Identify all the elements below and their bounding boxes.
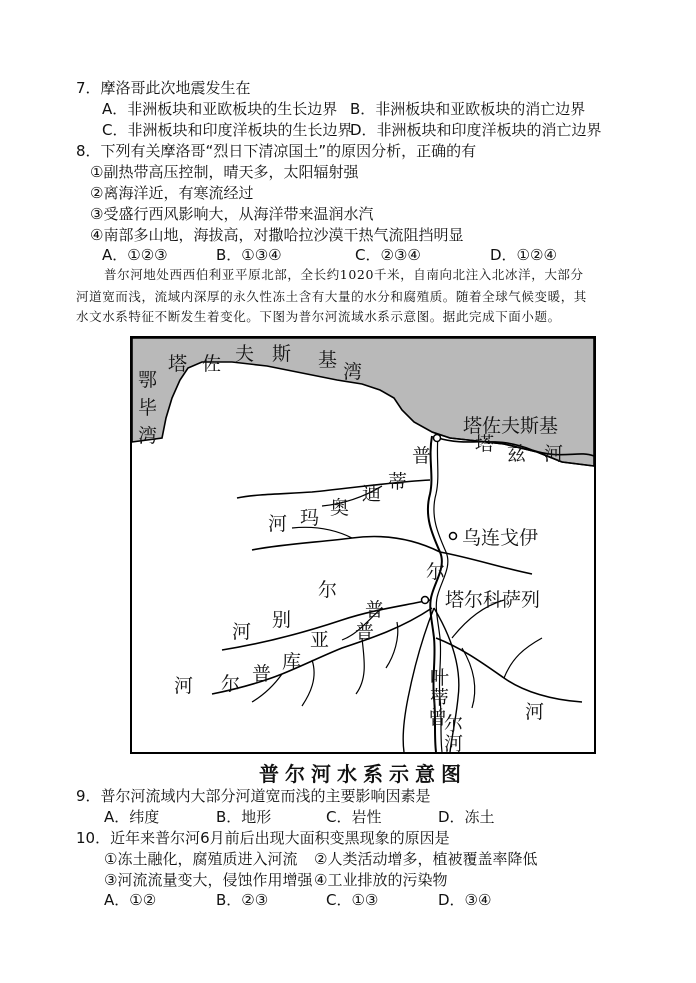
city-marker-urengoy: [450, 533, 457, 540]
label-pyaku-5: 尔: [221, 673, 241, 695]
q8-statement-3: ③受盛行西风影响大，从海洋带来温润水汽: [90, 205, 374, 223]
pur-river-map: [130, 336, 596, 754]
label-trib1-4: 迪: [362, 483, 382, 505]
q10-option-c: C．①③: [326, 891, 379, 909]
q10-option-d: D．③④: [438, 891, 492, 909]
label-trib1-1: 河: [268, 513, 288, 535]
label-pyaku-2: 亚: [310, 629, 330, 651]
q9-option-d: D．冻土: [438, 808, 495, 826]
label-trib2-2: 别: [272, 609, 292, 631]
label-aiva-4: 尔: [444, 713, 464, 735]
label-bay-left-1: 鄂: [138, 369, 158, 391]
label-city-tarko-sale: 塔尔科萨列: [445, 589, 541, 611]
passage-line-2: 河道宽而浅，流域内深厚的永久性冻土含有大量的水分和腐殖质。随着全球气候变暖，其: [76, 289, 587, 304]
q7-option-b: B．非洲板块和亚欧板块的消亡边界: [350, 100, 586, 118]
label-bay-left-3: 湾: [138, 425, 158, 447]
label-bay-left-2: 毕: [138, 397, 158, 419]
q8-option-d: D．①②④: [490, 246, 557, 264]
q10-option-b: B．②③: [216, 891, 269, 909]
q8-statement-4: ④南部多山地，海拔高，对撒哈拉沙漠干热气流阻挡明显: [90, 226, 464, 244]
label-trib2-3: 尔: [318, 579, 338, 601]
label-bay-top-3: 夫: [235, 343, 255, 365]
label-pur-2: 蒂: [388, 471, 408, 493]
q8-stem: 8．下列有关摩洛哥“烈日下清凉国土”的原因分析，正确的有: [76, 142, 477, 160]
label-trib1-3: 奥: [330, 497, 350, 519]
q10-statement-3: ③河流流量变大，侵蚀作用增强: [104, 871, 313, 889]
label-right-trib: 河: [525, 701, 545, 723]
map-caption: 普尔河水系示意图: [259, 762, 467, 786]
q10-statement-2: ②人类活动增多，植被覆盖率降低: [314, 850, 538, 868]
right-tributary-upper: [440, 552, 532, 574]
label-pyaku-4: 普: [252, 663, 272, 685]
label-pur-3: 尔: [426, 561, 446, 583]
label-trib2-4: 普: [365, 599, 385, 621]
label-bay-top-4: 斯: [272, 343, 292, 365]
q8-statement-1: ①副热带高压控制，晴天多，太阳辐射强: [90, 163, 359, 181]
q9-option-a: A．纬度: [104, 808, 160, 826]
label-pur-1: 普: [412, 445, 432, 467]
label-bay-top-2: 佐: [202, 353, 222, 375]
q7-option-d: D．非洲板块和印度洋板块的消亡边界: [350, 121, 602, 139]
q7-option-a: A．非洲板块和亚欧板块的生长边界: [102, 100, 338, 118]
q8-statement-2: ②离海洋近，有寒流经过: [90, 184, 254, 202]
q10-statement-4: ④工业排放的污染物: [314, 871, 448, 889]
q10-statement-1: ①冻土融化，腐殖质进入河流: [104, 850, 298, 868]
label-aiva-2: 蒂: [430, 687, 450, 709]
label-city-urengoy: 乌连戈伊: [462, 527, 539, 549]
label-trib2-1: 河: [232, 621, 252, 643]
label-taz-2: 兹: [507, 443, 527, 465]
q8-option-a: A．①②③: [102, 246, 168, 264]
label-pyaku-1: 普: [355, 621, 375, 643]
left-tributary-mid: [252, 537, 440, 552]
q7-stem: 7．摩洛哥此次地震发生在: [76, 79, 251, 97]
passage-line-1: 普尔河地处西西伯利亚平原北部，全长约1020千米，自南向北注入北冰洋，大部分: [104, 267, 584, 282]
label-taz-1: 塔: [475, 433, 495, 455]
q7-option-c: C．非洲板块和印度洋板块的生长边界: [102, 121, 353, 139]
label-bay-top-1: 塔: [168, 353, 188, 375]
map-svg: [132, 338, 594, 752]
city-marker-tazovsky: [434, 435, 441, 442]
label-aiva-1: 叶: [430, 667, 450, 689]
q10-stem: 10．近年来普尔河6月前后出现大面积变黑现象的原因是: [76, 829, 450, 847]
q10-option-a: A．①②: [104, 891, 157, 909]
label-pyaku-3: 库: [282, 651, 302, 673]
label-aiva-3: 曾: [428, 707, 448, 729]
q9-option-b: B．地形: [216, 808, 272, 826]
q8-option-c: C．②③④: [355, 246, 421, 264]
q9-stem: 9．普尔河流域内大部分河道宽而浅的主要影响因素是: [76, 787, 431, 805]
label-trib1-2: 玛: [300, 507, 320, 529]
label-taz-3: 河: [544, 443, 564, 465]
passage-line-3: 水文水系特征不断发生着变化。下图为普尔河流域水系示意图。据此完成下面小题。: [76, 309, 561, 324]
city-marker-tarko-sale: [422, 597, 429, 604]
q8-option-b: B．①③④: [216, 246, 282, 264]
label-bay-top-5: 基: [318, 349, 338, 371]
label-bay-top-6: 湾: [343, 361, 363, 383]
label-pyaku-6: 河: [174, 675, 194, 697]
q9-option-c: C．岩性: [326, 808, 382, 826]
label-city-tazovsky: 塔佐夫斯基: [463, 415, 559, 437]
label-aiva-5: 河: [444, 733, 464, 752]
